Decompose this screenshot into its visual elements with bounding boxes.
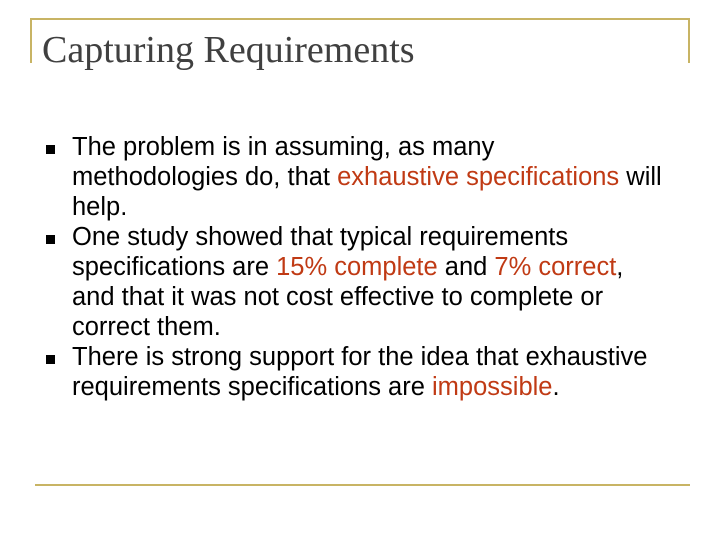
highlighted-text: 7% correct [494,253,617,281]
bullet-text [72,132,666,222]
bullet-item [46,132,666,222]
highlighted-text: exhaustive specifications [337,163,620,191]
bullet-item [46,342,666,402]
frame-right-line [688,18,690,63]
bullet-text-segment: There is strong support for the idea that exhaustive requirements specifications are [72,343,648,401]
square-bullet-icon [46,355,55,364]
bullet-item [46,222,666,342]
frame-left-line [30,18,32,63]
frame-bottom-line [35,484,690,486]
slide-title: Capturing Requirements [42,29,415,71]
bullet-text-segment: , and that it was not cost effective to complete or correct them. [72,253,624,341]
bullet-text-segment: The problem is in assuming, as many methodologies do, that [72,133,495,191]
highlighted-text: impossible [432,373,553,401]
square-bullet-icon [46,145,55,154]
bullet-text [72,342,666,402]
bullet-text [72,222,666,342]
bullet-list [46,132,666,402]
bullet-text-segment: will help. [72,163,662,221]
bullet-text-segment: . [552,373,560,401]
frame-top-line [30,18,690,20]
highlighted-text: 15% complete [276,253,438,281]
square-bullet-icon [46,235,55,244]
bullet-text-segment: and [437,253,495,281]
bullet-text-segment: One study showed that typical requirements specifications are [72,223,569,281]
